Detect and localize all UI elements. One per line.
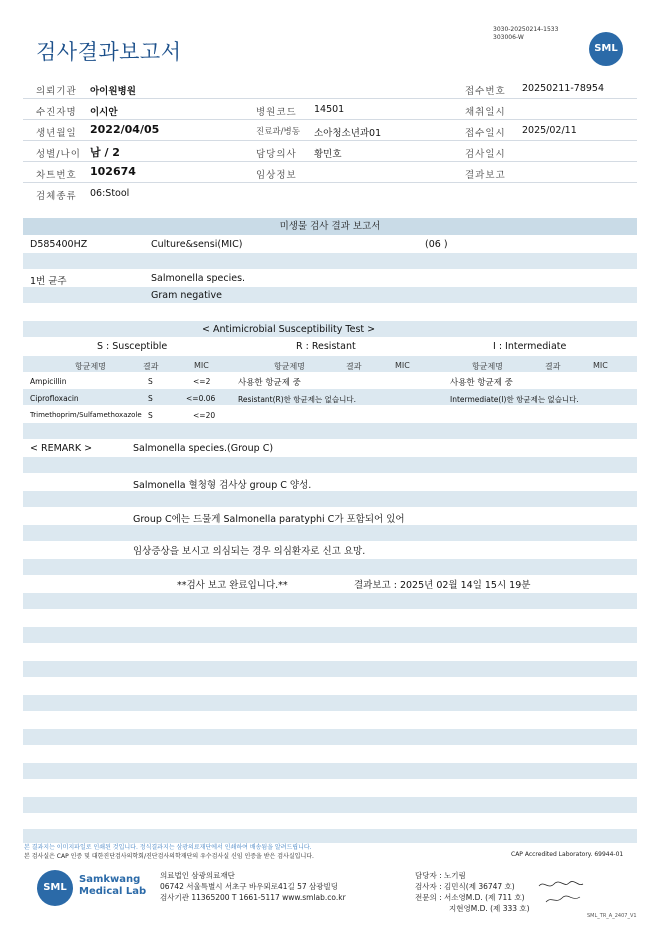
dob-label: 생년월일	[36, 128, 77, 139]
doctor-value: 황민호	[314, 149, 342, 160]
form-code: SML_TR_A_2407_V1	[587, 913, 637, 919]
brand-line-2: Medical Lab	[79, 886, 147, 897]
band	[23, 695, 637, 711]
dob-value: 2022/04/05	[90, 123, 160, 136]
drug-mic: <=20	[193, 411, 216, 420]
org-name: 의료법인 삼광의료재단	[160, 871, 235, 880]
hosp-code-value: 14501	[314, 104, 345, 115]
band	[23, 253, 637, 269]
footer-note-cap: 본 검사실은 CAP 인증 및 대한진단검사의학회/진단검사의학재단의 우수검사실 신임 인증을 받은 검사실입니다.	[24, 853, 314, 860]
sex-age-label: 성별/나이	[36, 149, 81, 160]
chart-no-value: 102674	[90, 165, 136, 178]
info-row-1	[23, 78, 637, 99]
note-intermediate-used: 사용한 항균제 중	[450, 378, 513, 388]
doc-id-line2: 303006-W	[493, 34, 524, 41]
drug-result: S	[148, 394, 153, 403]
receipt-no-label: 접수번호	[465, 86, 506, 97]
org-address: 06742 서울특별시 서초구 바우뫼로41길 57 삼광빌딩	[160, 882, 339, 891]
brand-line-1: Samkwang	[79, 874, 141, 885]
collect-date-label: 채취일시	[465, 107, 506, 118]
band	[23, 729, 637, 745]
report-complete: **검사 보고 완료입니다.**	[177, 580, 288, 591]
hospital-label: 의뢰기관	[36, 86, 77, 97]
legend-susceptible: S : Susceptible	[97, 341, 168, 352]
sex-age-value: 남 / 2	[90, 146, 120, 159]
col-mic-i: MIC	[593, 361, 608, 370]
note-resistant: Resistant(R)한 항균제는 없습니다.	[238, 395, 357, 404]
doc-id-line1: 3030-20250214-1533	[493, 26, 559, 33]
cap-accredited: CAP Accredited Laboratory. 69944-01	[511, 851, 624, 858]
report-section-title: 미생물 검사 결과 보고서	[23, 218, 637, 235]
name-value: 이시안	[90, 107, 118, 118]
band	[23, 661, 637, 677]
staff-specialist-1: 전문의 : 서소영M.D. (제 711 호)	[415, 893, 525, 902]
remark-line-1: Salmonella species.(Group C)	[133, 443, 274, 454]
drug-mic: <=0.06	[186, 394, 216, 403]
test-specimen: (06 )	[425, 239, 448, 250]
col-result-s: 결과	[143, 362, 159, 371]
drug-result: S	[148, 377, 153, 386]
legend-resistant: R : Resistant	[296, 341, 356, 352]
dept-label: 진료과/병동	[256, 127, 300, 137]
receipt-date-label: 접수일시	[465, 128, 506, 139]
receipt-no-value: 20250211-78954	[522, 83, 605, 94]
drug-name: Ampicillin	[30, 377, 67, 386]
doctor-label: 담당의사	[256, 149, 297, 160]
staff-tester: 검사자 : 김민식(제 36747 호)	[415, 882, 515, 891]
ast-title: < Antimicrobial Susceptibility Test >	[202, 324, 376, 335]
band	[23, 423, 637, 439]
dept-value: 소아청소년과01	[314, 128, 382, 139]
col-mic-s: MIC	[194, 361, 209, 370]
page-title: 검사결과보고서	[36, 40, 182, 64]
org-license: 검사기관 11365200 T 1661-5117 www.smlab.co.kr	[160, 893, 346, 902]
col-result-r: 결과	[346, 362, 362, 371]
band	[23, 525, 637, 541]
brand-name	[79, 874, 146, 898]
isolate-label: 1번 균주	[30, 276, 67, 287]
result-report-time: 결과보고 : 2025년 02월 14일 15시 19분	[354, 580, 531, 591]
gram-stain: Gram negative	[151, 290, 222, 301]
footer-note-print: 본 결과지는 이미지파일로 인쇄된 것입니다. 정식결과지는 삼광의료재단에서 인쇄하여 배송됨을 알려드립니다.	[24, 844, 312, 851]
remark-label: < REMARK >	[30, 443, 93, 454]
staff-specialist-2: 지현영M.D. (제 333 호)	[449, 904, 530, 913]
organism-name: Salmonella species.	[151, 273, 246, 284]
info-row-3	[23, 120, 637, 141]
signature-image	[536, 878, 586, 908]
chart-no-label: 차트번호	[36, 170, 77, 181]
hospital-value: 아이원병원	[90, 86, 136, 97]
info-row-4	[23, 141, 637, 162]
name-label: 수진자명	[36, 107, 77, 118]
band	[23, 797, 637, 813]
info-row-2	[23, 99, 637, 120]
col-result-i: 결과	[545, 362, 561, 371]
note-intermediate: Intermediate(I)한 항균제는 없습니다.	[450, 395, 579, 404]
drug-name: Ciprofloxacin	[30, 394, 79, 403]
sml-logo: SML	[589, 32, 623, 66]
footer-sml-logo: SML	[37, 870, 73, 906]
band	[23, 491, 637, 507]
staff-contact: 담당자 : 노기림	[415, 871, 466, 880]
col-drug-r: 항균제명	[274, 362, 305, 371]
result-report-label: 결과보고	[465, 170, 506, 181]
note-resistant-used: 사용한 항균제 중	[238, 378, 301, 388]
band	[23, 829, 637, 843]
col-drug-i: 항균제명	[472, 362, 503, 371]
band	[23, 627, 637, 643]
test-code: D585400HZ	[30, 239, 88, 250]
col-drug-s: 항균제명	[75, 362, 106, 371]
info-row-6	[23, 183, 637, 204]
drug-result: S	[148, 411, 153, 420]
drug-name: Trimethoprim/Sulfamethoxazole	[30, 411, 142, 419]
drug-mic: <=2	[193, 377, 211, 386]
band	[23, 763, 637, 779]
legend-intermediate: I : Intermediate	[493, 341, 567, 352]
band	[23, 559, 637, 575]
document-id	[493, 26, 558, 42]
test-date-label: 검사일시	[465, 149, 506, 160]
specimen-value: 06:Stool	[90, 188, 130, 199]
remark-line-4: 임상증상을 보시고 의심되는 경우 의심환자로 신고 요망.	[133, 546, 366, 557]
band	[23, 287, 637, 303]
col-mic-r: MIC	[395, 361, 410, 370]
clinical-label: 임상정보	[256, 170, 297, 181]
specimen-label: 검체종류	[36, 191, 77, 202]
remark-line-2: Salmonella 혈청형 검사상 group C 양성.	[133, 480, 312, 491]
band	[23, 593, 637, 609]
band	[23, 457, 637, 473]
remark-line-3: Group C에는 드물게 Salmonella paratyphi C가 포함되어 있어	[133, 514, 405, 525]
hosp-code-label: 병원코드	[256, 107, 297, 118]
info-row-5	[23, 162, 637, 183]
receipt-date-value: 2025/02/11	[522, 125, 577, 136]
test-name: Culture&sensi(MIC)	[151, 239, 243, 250]
